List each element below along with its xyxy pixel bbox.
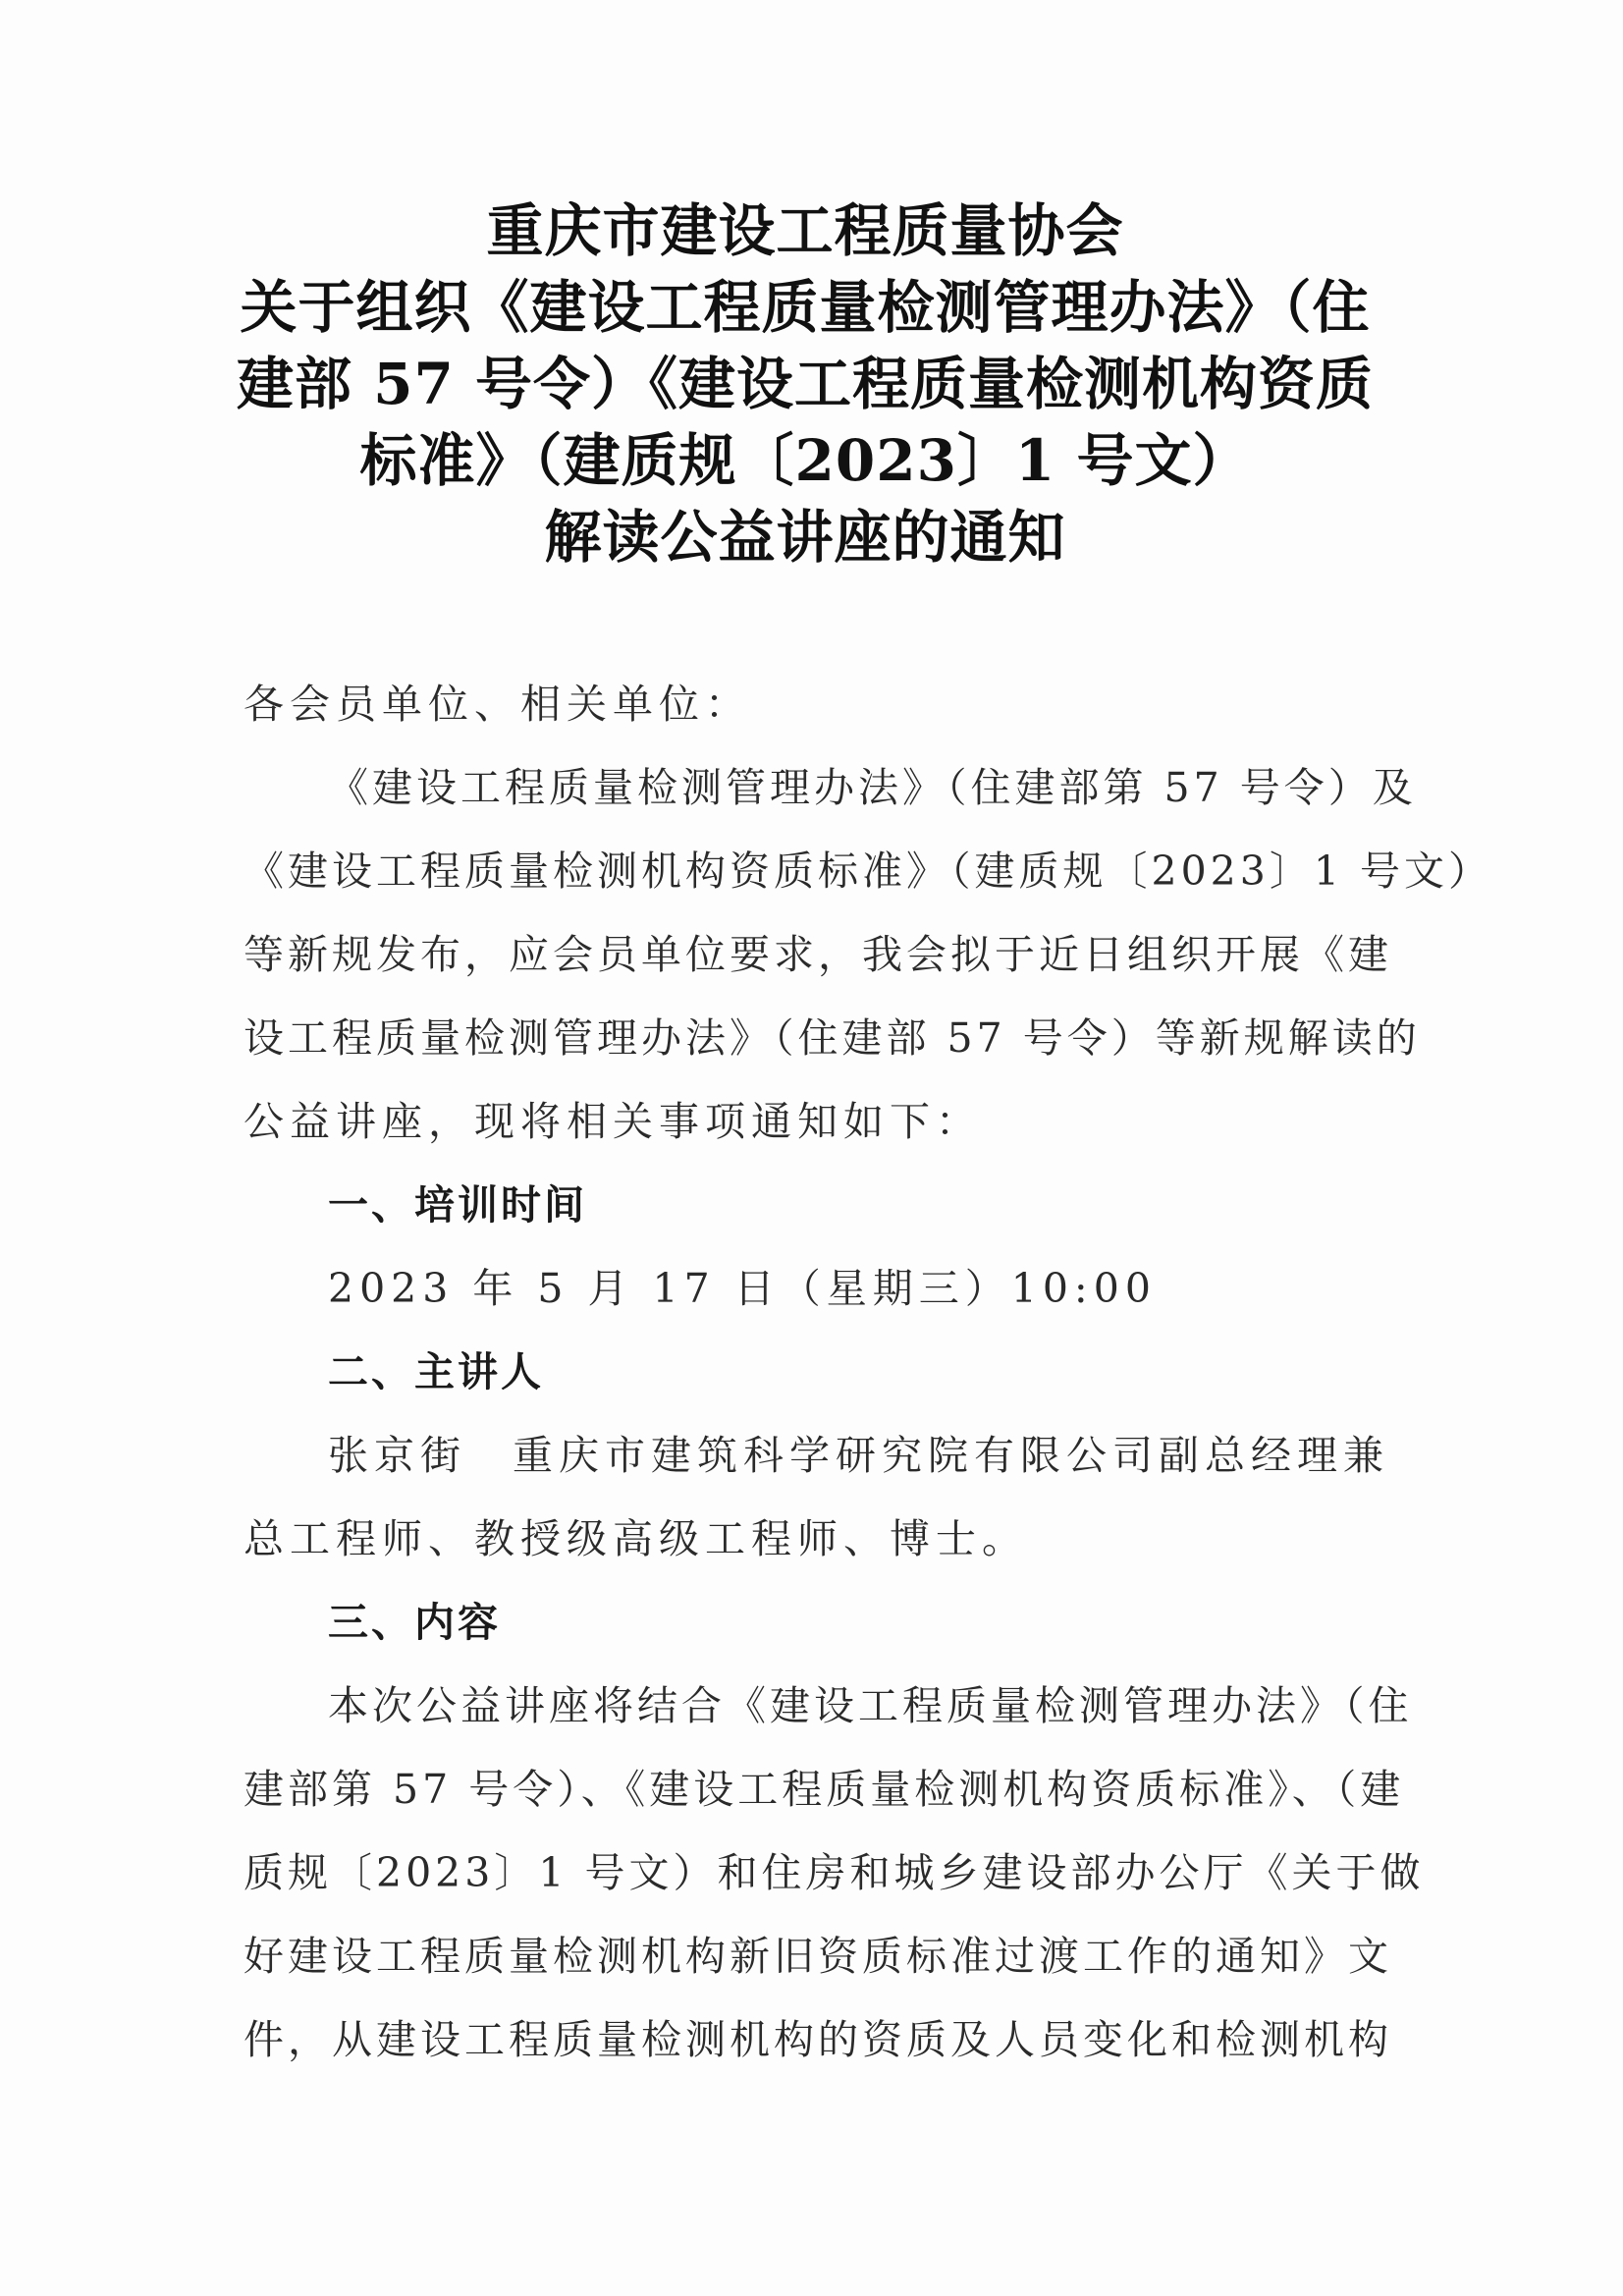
training-time-text: 2023 年 5 月 17 日（星期三）10:00 — [328, 1265, 1157, 1312]
speaker-line-1: 张京街 重庆市建筑科学研究院有限公司副总经理兼 — [328, 1432, 1389, 1479]
section-heading-speaker: 二、主讲人 — [328, 1348, 544, 1395]
title-line-2: 关于组织《建设工程质量检测管理办法》（住 — [240, 274, 1371, 341]
intro-line-3: 等新规发布，应会员单位要求，我会拟于近日组织开展《建 — [243, 931, 1392, 978]
title-line-organization: 重庆市建设工程质量协会 — [486, 197, 1124, 264]
speaker-line-2: 总工程师、教授级高级工程师、博士。 — [243, 1515, 1028, 1562]
title-line-4: 标准》（建质规〔2023〕1 号文） — [359, 427, 1251, 494]
section-heading-training-time: 一、培训时间 — [328, 1181, 587, 1229]
title-line-3: 建部 57 号令）《建设工程质量检测机构资质 — [236, 351, 1375, 417]
content-line-4: 好建设工程质量检测机构新旧资质标准过渡工作的通知》文 — [243, 1933, 1392, 1980]
section-heading-content: 三、内容 — [328, 1599, 501, 1646]
content-line-5: 件，从建设工程质量检测机构的资质及人员变化和检测机构 — [243, 2016, 1392, 2063]
title-line-5: 解读公益讲座的通知 — [544, 504, 1066, 571]
intro-line-4: 设工程质量检测管理办法》（住建部 57 号令）等新规解读的 — [243, 1014, 1421, 1062]
document-title — [236, 192, 1375, 575]
intro-line-5: 公益讲座，现将相关事项通知如下： — [243, 1098, 982, 1145]
intro-line-2: 《建设工程质量检测机构资质标准》（建质规〔2023〕1 号文） — [243, 847, 1492, 895]
content-line-1: 本次公益讲座将结合《建设工程质量检测管理办法》（住 — [328, 1682, 1413, 1729]
document-body — [243, 663, 1492, 2082]
content-line-3: 质规〔2023〕1 号文）和住房和城乡建设部办公厅《关于做 — [243, 1849, 1425, 1896]
salutation: 各会员单位、相关单位： — [243, 681, 751, 728]
intro-line-1: 《建设工程质量检测管理办法》（住建部第 57 号令）及 — [328, 764, 1417, 811]
content-line-2: 建部第 57 号令）、《建设工程质量检测机构资质标准》、（建 — [243, 1766, 1405, 1813]
